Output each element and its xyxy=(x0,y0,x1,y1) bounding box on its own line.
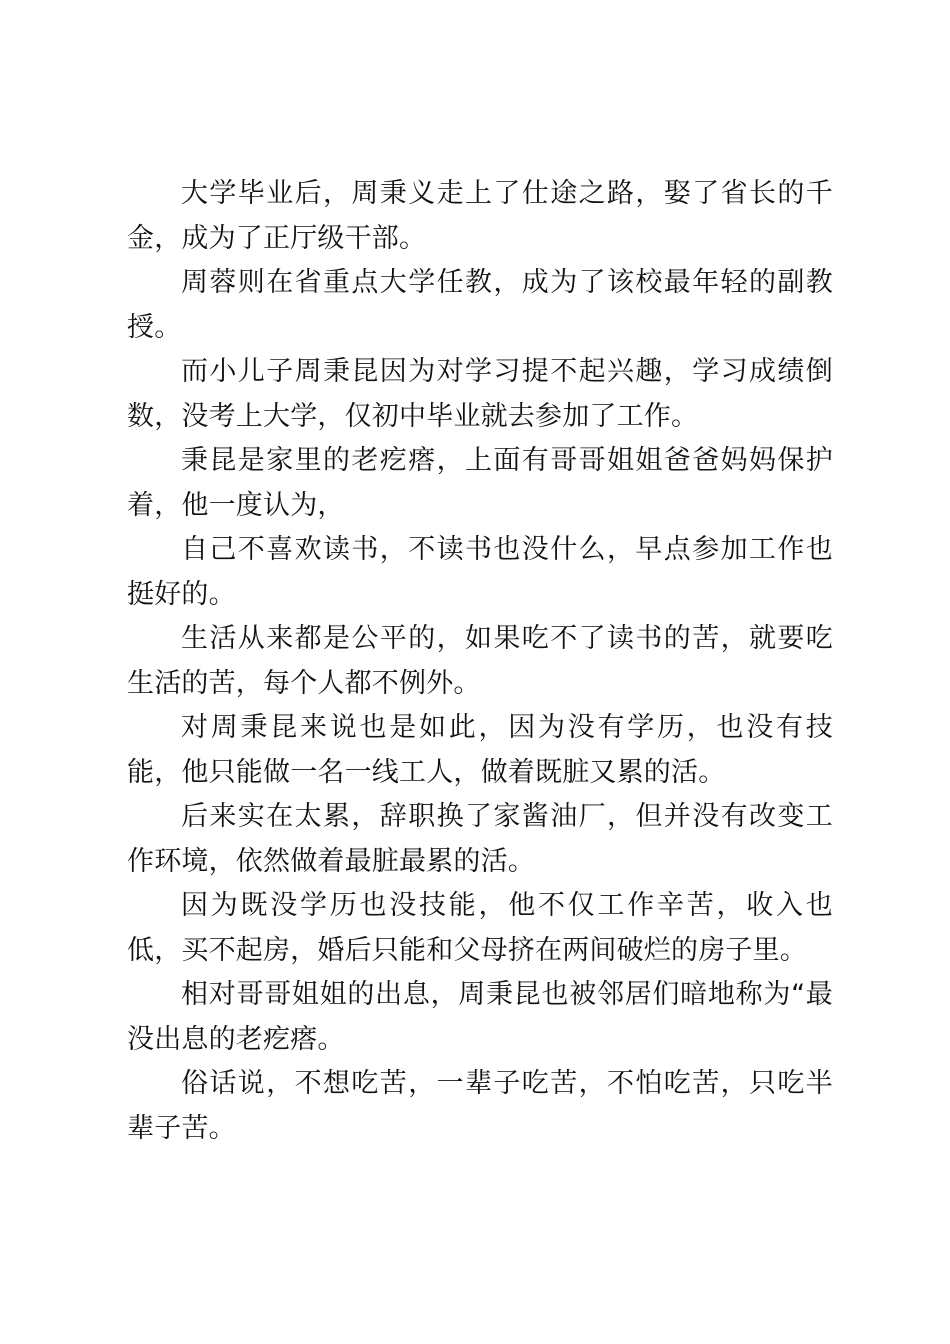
paragraph: 因为既没学历也没技能，他不仅工作辛苦，收入也低，买不起房，婚后只能和父母挤在两间破烂的房子里。 xyxy=(127,890,833,966)
paragraph: 而小儿子周秉昆因为对学习提不起兴趣，学习成绩倒数，没考上大学，仅初中毕业就去参加了工作。 xyxy=(127,356,833,432)
paragraph: 自己不喜欢读书，不读书也没什么，早点参加工作也挺好的。 xyxy=(127,534,833,610)
document-body xyxy=(127,172,833,1151)
paragraph: 秉昆是家里的老疙瘩，上面有哥哥姐姐爸爸妈妈保护着，他一度认为， xyxy=(127,445,833,521)
paragraph: 俗话说，不想吃苦，一辈子吃苦，不怕吃苦，只吃半辈子苦。 xyxy=(127,1068,833,1144)
paragraph: 对周秉昆来说也是如此，因为没有学历，也没有技能，他只能做一名一线工人，做着既脏又累的活。 xyxy=(127,712,833,788)
paragraph: 周蓉则在省重点大学任教，成为了该校最年轻的副教授。 xyxy=(127,267,833,343)
paragraph: 大学毕业后，周秉义走上了仕途之路，娶了省长的千金，成为了正厅级干部。 xyxy=(127,178,833,254)
paragraph: 相对哥哥姐姐的出息，周秉昆也被邻居们暗地称为“最没出息的老疙瘩。 xyxy=(127,979,833,1055)
paragraph: 后来实在太累，辞职换了家酱油厂，但并没有改变工作环境，依然做着最脏最累的活。 xyxy=(127,801,833,877)
paragraph: 生活从来都是公平的，如果吃不了读书的苦，就要吃生活的苦，每个人都不例外。 xyxy=(127,623,833,699)
